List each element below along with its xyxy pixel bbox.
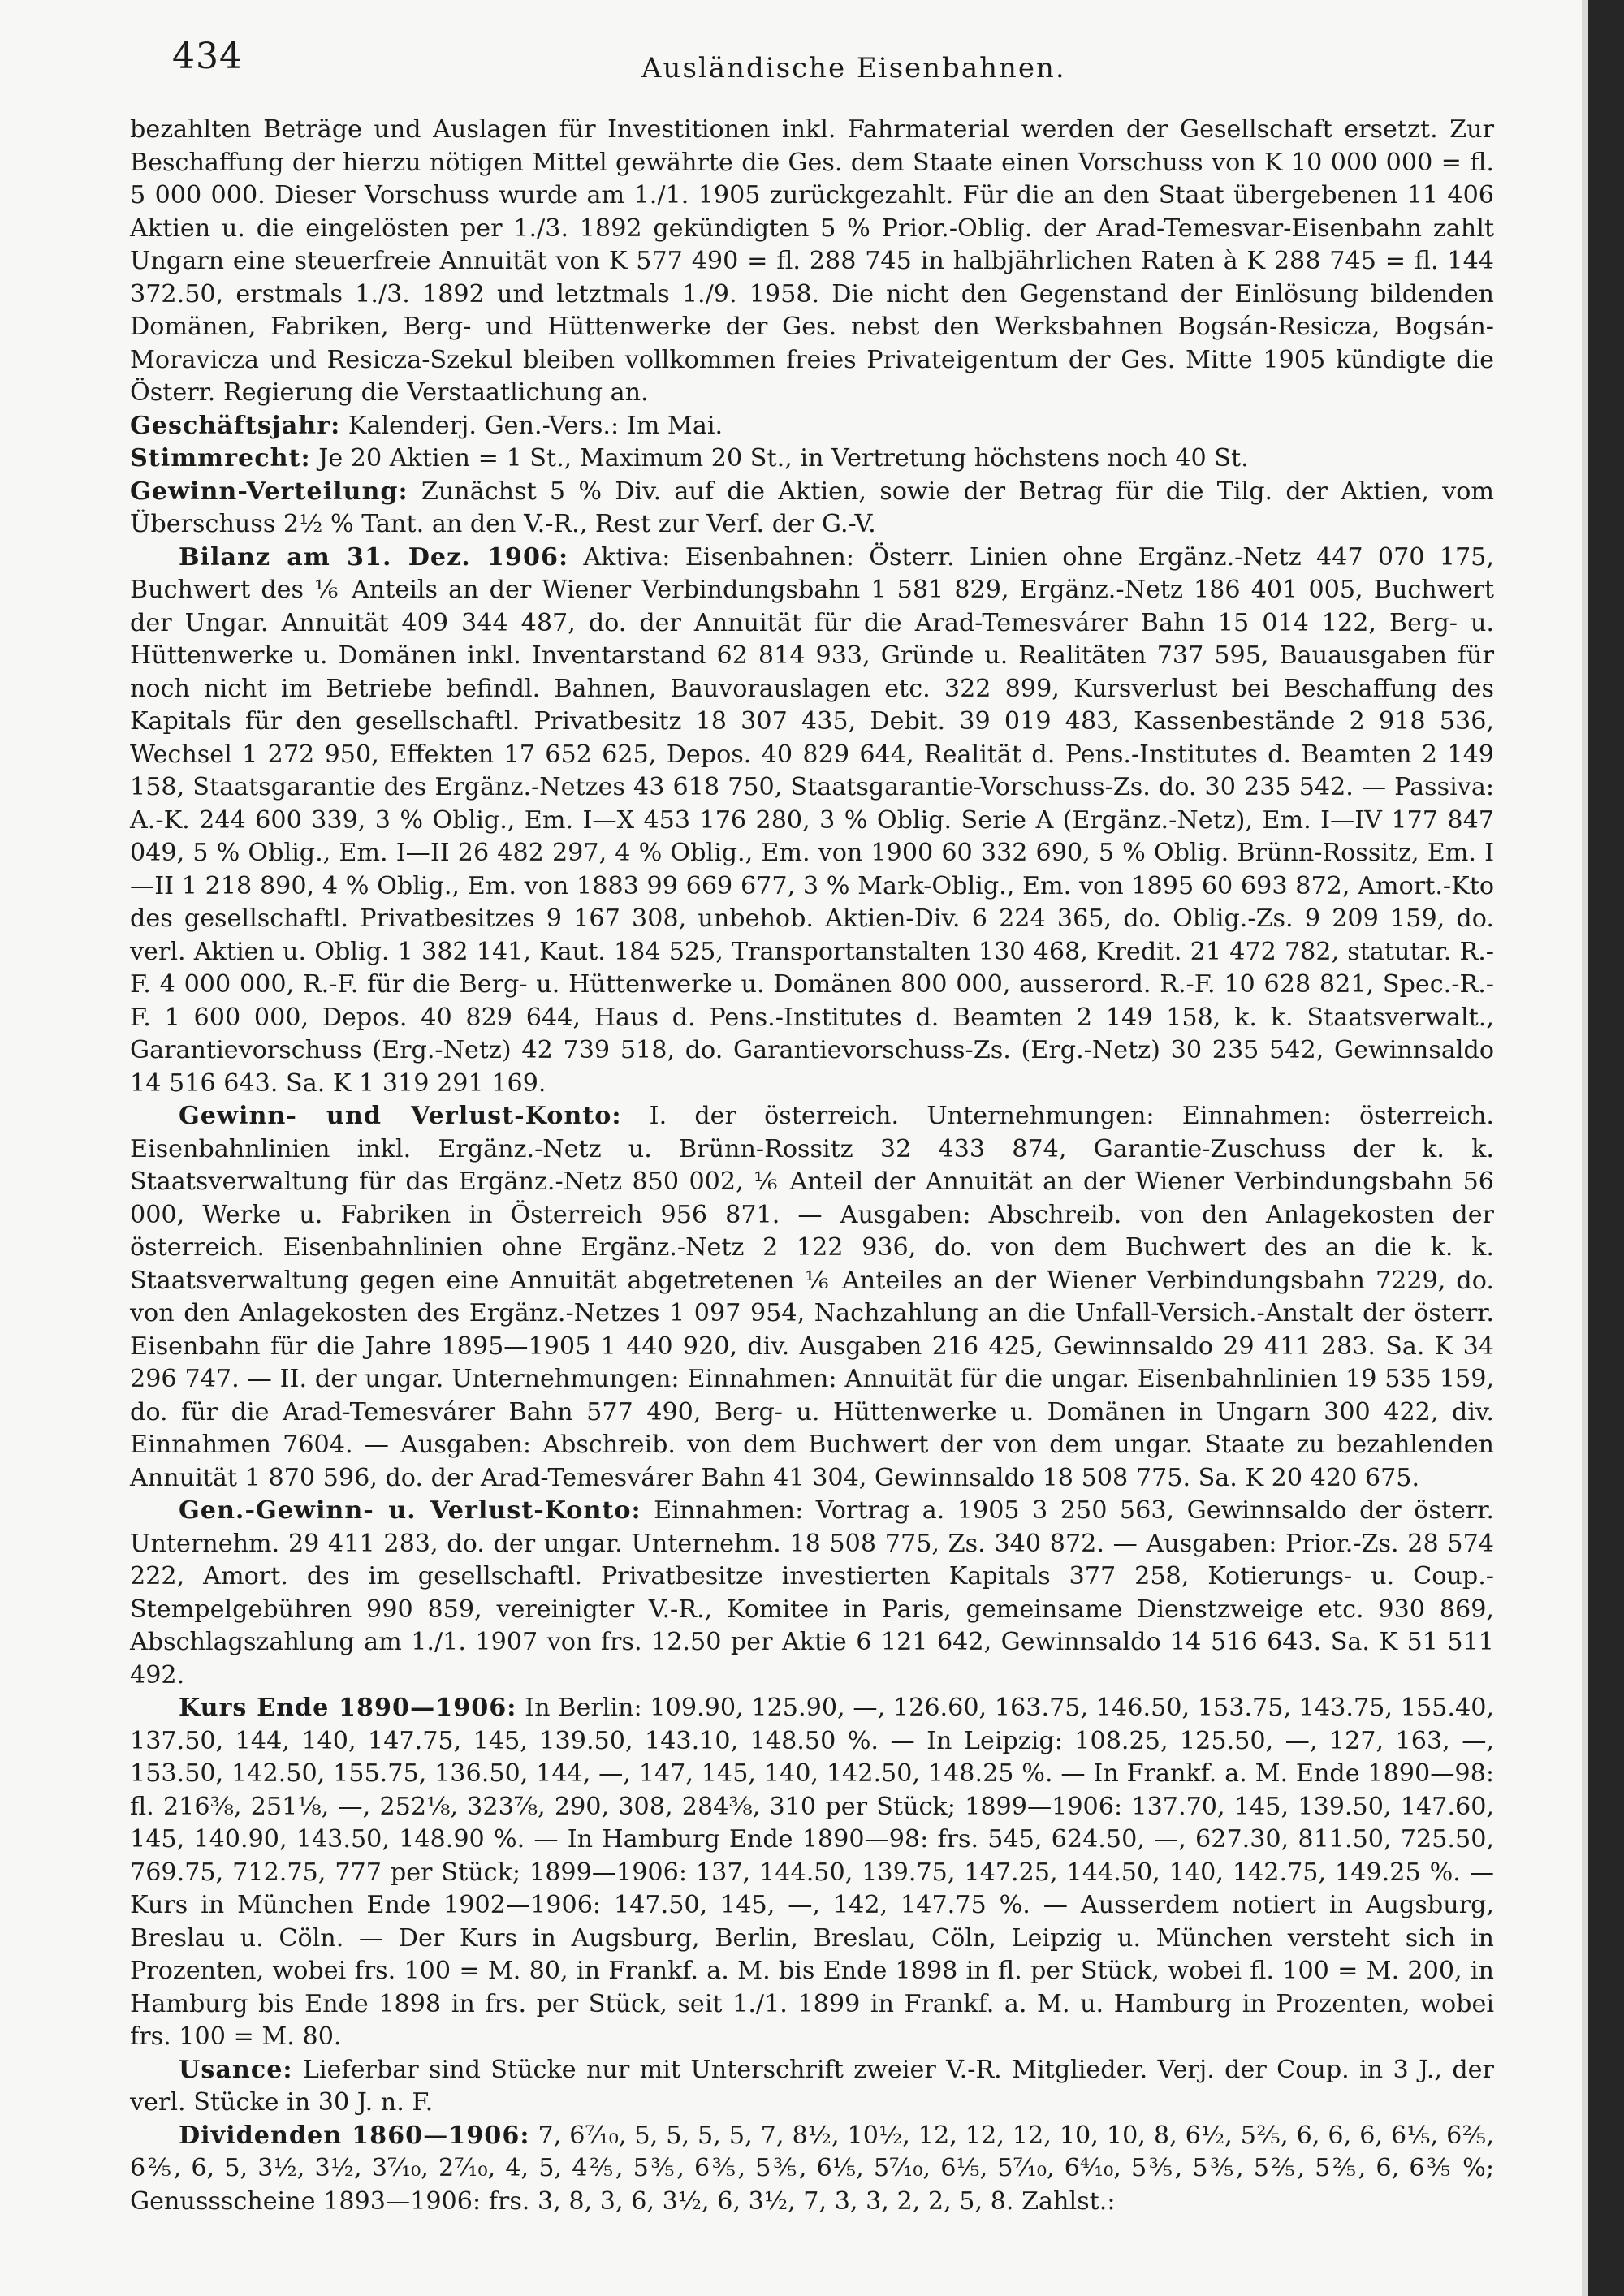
text-bilanz: Aktiva: Eisenbahnen: Österr. Linien ohne Ergänz.-Netz 447 070 175, Buchwert des ⅙ Anteils an der Wiener Verbindungsbahn 1 581 829, Ergänz.-Netz 186 401 005, Buchwert der Ungar. Annuität 409 344 487, do. der Annuität für die Arad-Temesvárer Bahn 15 014 122, Berg- u. Hüttenwerke u. Domänen inkl. Inventarstand 62 814 933, Gründe u. Realitäten 737 595, Bauausgaben für noch nicht im Betriebe befindl. Bahnen, Bauvorauslagen etc. 322 899, Kursverlust bei Beschaffung des Kapitals für den gesellschaftl. Privatbesitz 18 307 435, Debit. 39 019 483, Kassenbestände 2 918 536, Wechsel 1 272 950, Effekten 17 652 625, Depos. 40 829 644, Realität d. Pens.-Institutes d. Beamten 2 149 158, Staatsgarantie des Ergänz.-Netzes 43 618 750, Staatsgarantie-Vorschuss-Zs. do. 30 235 542. — Passiva: A.-K. 244 600 339, 3 % Oblig., Em. I—X 453 176 280, 3 % Oblig. Serie A (Ergänz.-Netz), Em. I—IV 177 847 049, 5 % Oblig., Em. I—II 26 482 297, 4 % Oblig., Em. von 1900 60 332 690, 5 % Oblig. Brünn-Rossitz, Em. I—II 1 218 890, 4 % Oblig., Em. von 1883 99 669 677, 3 % Mark-Oblig., Em. von 1895 60 693 872, Amort.-Kto des gesellschaftl. Privatbesitzes 9 167 308, unbehob. Aktien-Div. 6 224 365, do. Oblig.-Zs. 9 209 159, do. verl. Aktien u. Oblig. 1 382 141, Kaut. 184 525, Transportanstalten 130 468, Kredit. 21 472 782, statutar. R.-F. 4 000 000, R.-F. für die Berg- u. Hüttenwerke u. Domänen 800 000, ausserord. R.-F. 10 628 821, Spec.-R.-F. 1 600 000, Depos. 40 829 644, Haus d. Pens.-Institutes d. Beamten 2 149 158, k. k. Staatsverwalt., Garantievorschuss (Erg.-Netz) 42 739 518, do. Garantievorschuss-Zs. (Erg.-Netz) 30 235 542, Gewinnsaldo 14 516 643. Sa. K 1 319 291 169. — [130, 542, 1494, 1098]
page-number: 434 — [172, 36, 243, 77]
text-geschaeftsjahr: Kalenderj. Gen.-Vers.: Im Mai. — [348, 411, 723, 440]
page-gutter — [1582, 0, 1588, 2296]
label-bilanz: Bilanz am 31. Dez. 1906: — [179, 542, 569, 572]
text-kurs: In Berlin: 109.90, 125.90, —, 126.60, 163.75, 146.50, 153.75, 143.75, 155.40, 137.50, 144, 140, 147.75, 145, 139.50, 143.10, 148.50 %. — In Leipzig: 108.25, 125.50, —, 127, 163, —, 153.50, 142.50, 155.75, 136.50, 144, —, 147, 145, 140, 142.50, 148.25 %. — In Frankf. a. M. Ende 1890—98: fl. 216⅜, 251⅛, —, 252⅛, 323⅞, 290, 308, 284⅜, 310 per Stück; 1899—1906: 137.70, 145, 139.50, 147.60, 145, 140.90, 143.50, 148.90 %. — In Hamburg Ende 1890—98: frs. 545, 624.50, —, 627.30, 811.50, 725.50, 769.75, 712.75, 777 per Stück; 1899—1906: 137, 144.50, 139.75, 147.25, 144.50, 140, 142.75, 149.25 %. — Kurs in München Ende 1902—1906: 147.50, 145, —, 142, 147.75 %. — Ausserdem notiert in Augsburg, Breslau u. Cöln. — Der Kurs in Augsburg, Berlin, Breslau, Cöln, Leipzig u. München versteht sich in Prozenten, wobei frs. 100 = M. 80, in Frankf. a. M. bis Ende 1898 in fl. per Stück, wobei fl. 100 = M. 200, in Hamburg bis Ende 1898 in frs. per Stück, seit 1./1. 1899 in Frankf. a. M. u. Hamburg in Prozenten, wobei frs. 100 = M. 80. — [130, 1694, 1494, 2051]
text-gewinn-verlust: I. der österreich. Unternehmungen: Einnahmen: österreich. Eisenbahnlinien inkl. Ergänz.-Netz u. Brünn-Rossitz 32 433 874, Garantie-Zuschuss der k. k. Staatsverwaltung für das Ergänz.-Netz 850 002, ⅙ Anteil der Annuität an der Wiener Verbindungsbahn 56 000, Werke u. Fabriken in Österreich 956 871. — Ausgaben: Abschreib. von den Anlagekosten der österreich. Eisenbahnlinien ohne Ergänz.-Netz 2 122 936, do. von dem Buchwert des an die k. k. Staatsverwaltung gegen eine Annuität abgetretenen ⅙ Anteiles an der Wiener Verbindungsbahn 7229, do. von den Anlagekosten des Ergänz.-Netzes 1 097 954, Nachzahlung an die Unfall-Versich.-Anstalt der österr. Eisenbahn für die Jahre 1895—1905 1 440 920, div. Ausgaben 216 425, Gewinnsaldo 29 411 283. Sa. K 34 296 747. — II. der ungar. Unternehmungen: Einnahmen: Annuität für die ungar. Eisenbahnlinien 19 535 159, do. für die Arad-Temesvárer Bahn 577 490, Berg- u. Hüttenwerke u. Domänen in Ungarn 300 422, div. Einnahmen 7604. — Ausgaben: Abschreib. von dem Buchwert der von dem ungar. Staate zu bezahlenden Annuität 1 870 596, do. der Arad-Temesvárer Bahn 41 304, Gewinnsaldo 18 508 775. Sa. K 20 420 675. — [130, 1102, 1494, 1492]
text-gen-gewinn-verlust: Einnahmen: Vortrag a. 1905 3 250 563, Gewinnsaldo der österr. Unternehm. 29 411 283, do. der ungar. Unternehm. 18 508 775, Zs. 340 872. — Ausgaben: Prior.-Zs. 28 574 222, Amort. des im gesellschaftl. Privatbesitze investierten Kapitals 377 258, Kotierungs- u. Coup.-Stempelgebühren 990 859, vereinigter V.-R., Komitee in Paris, gemeinsame Dienstzweige etc. 930 869, Abschlagszahlung am 1./1. 1907 von frs. 12.50 per Aktie 6 121 642, Gewinnsaldo 14 516 643. Sa. K 51 511 492. — [130, 1496, 1495, 1690]
paragraph-kurs — [130, 1692, 1494, 2054]
text-usance: Lieferbar sind Stücke nur mit Unterschrift zweier V.-R. Mitglieder. Verj. der Coup. in 3 J., der verl. Stücke in 30 J. n. F. — [130, 2055, 1494, 2117]
paragraph-stimmrecht — [130, 442, 1494, 476]
text-dividenden: 7, 6⁷⁄₁₀, 5, 5, 5, 5, 7, 8½, 10½, 12, 12, 12, 10, 10, 8, 6½, 5⅖, 6, 6, 6, 6⅕, 6⅖, 6⅖, 6, 5, 3½, 3½, 3⁷⁄₁₀, 2⁷⁄₁₀, 4, 5, 4⅖, 5⅗, 6⅗, 5⅗, 6⅕, 5⁷⁄₁₀, 6⅕, 5⁷⁄₁₀, 6⁴⁄₁₀, 5⅗, 5⅗, 5⅖, 5⅖, 6, 6⅗ %; Genussscheine 1893—1906: frs. 3, 8, 3, 6, 3½, 6, 3½, 7, 3, 3, 2, 2, 5, 8. Zahlst.: — [130, 2121, 1494, 2216]
running-title: Ausländische Eisenbahnen. — [641, 52, 1066, 84]
text-gewinn-verteilung: Zunächst 5 % Div. auf die Aktien, sowie der Betrag für die Tilg. der Aktien, vom Überschuss 2½ % Tant. an den V.-R., Rest zur Verf. der G.-V. — [130, 477, 1494, 538]
label-gewinn-verteilung: Gewinn-Verteilung: — [130, 477, 408, 506]
paragraph-bilanz — [130, 542, 1494, 1101]
label-kurs: Kurs Ende 1890—1906: — [179, 1694, 517, 1722]
label-gewinn-verlust: Gewinn- und Verlust-Konto: — [179, 1102, 622, 1130]
text-stimmrecht: Je 20 Aktien = 1 St., Maximum 20 St., in Vertretung höchstens noch 40 St. — [318, 444, 1249, 473]
paragraph-geschaeftsjahr — [130, 410, 1494, 443]
paragraph-gewinn-verlust — [130, 1100, 1494, 1495]
label-geschaeftsjahr: Geschäftsjahr: — [130, 411, 341, 440]
paragraph-dividenden — [130, 2120, 1494, 2219]
paragraph-gen-gewinn-verlust — [130, 1495, 1494, 1692]
paragraph-usance — [130, 2054, 1494, 2120]
label-stimmrecht: Stimmrecht: — [130, 444, 311, 473]
label-gen-gewinn-verlust: Gen.-Gewinn- u. Verlust-Konto: — [179, 1496, 641, 1525]
scan-edge — [1588, 0, 1624, 2296]
label-usance: Usance: — [179, 2055, 293, 2084]
paragraph-gewinn-verteilung — [130, 476, 1494, 542]
label-dividenden: Dividenden 1860—1906: — [179, 2121, 530, 2150]
body-text — [130, 114, 1494, 2218]
paragraph-intro — [130, 114, 1494, 410]
paragraph-intro-text: bezahlten Beträge und Auslagen für Investitionen inkl. Fahrmaterial werden der Gesellschaft ersetzt. Zur Beschaffung der hierzu nötigen Mittel gewährte die Ges. dem Staate einen Vorschuss von K 10 000 000 = fl. 5 000 000. Dieser Vorschuss wurde am 1./1. 1905 zurückgezahlt. Für die an den Staat übergebenen 11 406 Aktien u. die eingelösten per 1./3. 1892 gekündigten 5 % Prior.-Oblig. der Arad-Temesvar-Eisenbahn zahlt Ungarn eine steuerfreie Annuität von K 577 490 = fl. 288 745 in halbjährlichen Raten à K 288 745 = fl. 144 372.50, erstmals 1./3. 1892 und letztmals 1./9. 1958. Die nicht den Gegenstand der Einlösung bildenden Domänen, Fabriken, Berg- und Hüttenwerke der Ges. nebst den Werksbahnen Bogsán-Resicza, Bogsán-Moravicza und Resicza-Szekul bleiben vollkommen freies Privateigentum der Ges. Mitte 1905 kündigte die Österr. Regierung die Verstaatlichung an. — [130, 115, 1494, 407]
